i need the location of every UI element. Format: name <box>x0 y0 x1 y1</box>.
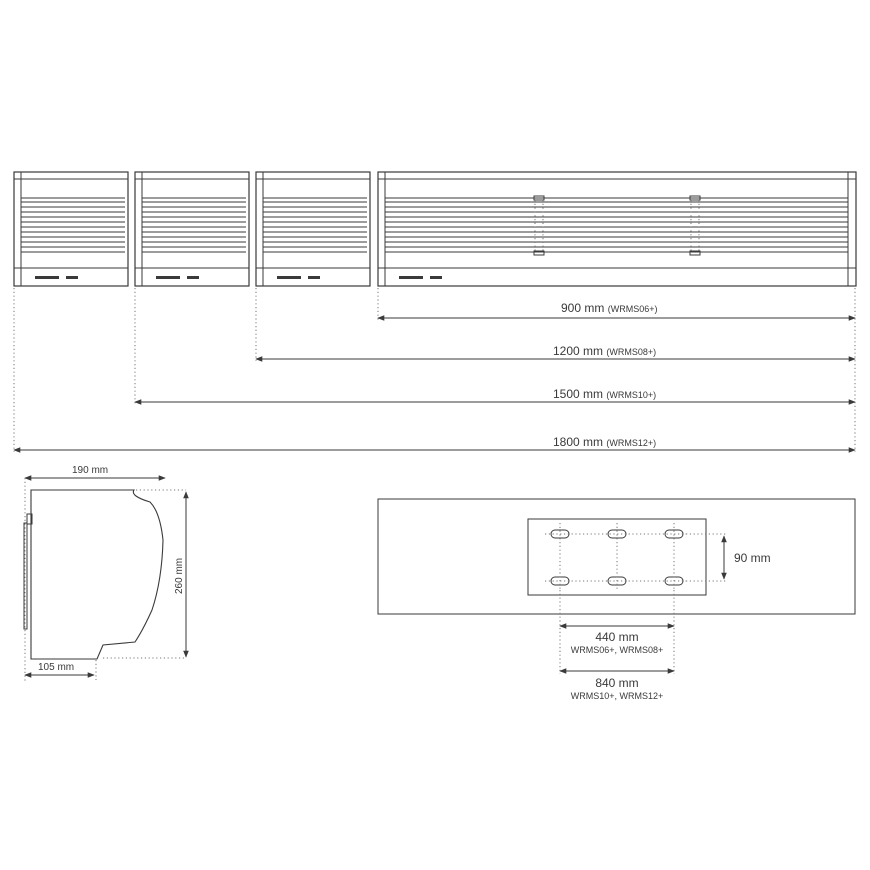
rear-bracket-right <box>690 196 700 255</box>
rear-bracket-left <box>534 196 544 255</box>
front-view <box>14 172 856 452</box>
rear-panel <box>378 499 855 614</box>
spacing-440-models: WRMS06+, WRMS08+ <box>570 645 664 655</box>
spacing-440-label: 440 mm <box>595 630 639 644</box>
spacing-840-label: 840 mm <box>595 676 639 690</box>
dimension-label-1800: 1800 mm (WRMS12+) <box>553 435 657 449</box>
bracket-view <box>378 499 855 701</box>
heater-unit-3 <box>256 172 370 286</box>
side-height-label: 260 mm <box>174 557 185 594</box>
heater-unit-2 <box>135 172 249 286</box>
vertical-spacing-label: 90 mm <box>734 551 771 565</box>
heater-side-profile <box>31 490 163 659</box>
heater-unit-4 <box>378 172 856 286</box>
side-bottom-label: 105 mm <box>38 662 75 673</box>
dimension-label-1500: 1500 mm (WRMS10+) <box>553 387 657 401</box>
side-width-label: 190 mm <box>72 465 109 476</box>
dimension-label-1200: 1200 mm (WRMS08+) <box>553 344 657 358</box>
side-view <box>24 465 186 682</box>
mounting-slots <box>545 523 689 590</box>
heater-unit-1 <box>14 172 128 286</box>
spacing-840-models: WRMS10+, WRMS12+ <box>570 691 664 701</box>
dimension-label-900: 900 mm (WRMS06+) <box>561 301 658 315</box>
